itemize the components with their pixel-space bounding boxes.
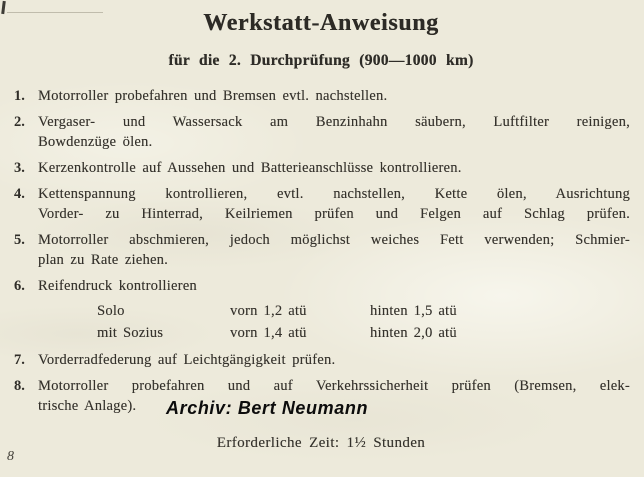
list-item-7 <box>12 350 630 370</box>
scan-artifact-line <box>7 12 103 13</box>
front-pressure: vorn 1,4 atü <box>230 325 307 341</box>
item-number: 5. <box>14 232 25 248</box>
item-text-line: Reifendruck kontrollieren <box>38 278 197 294</box>
item-number: 7. <box>14 352 25 368</box>
item-text-line: trische Anlage). <box>38 398 137 414</box>
page-title: Werkstatt-Anweisung <box>203 10 439 36</box>
item-number: 4. <box>14 186 25 202</box>
tire-config-label: mit Sozius <box>97 325 164 341</box>
page-number: 8 <box>7 449 14 464</box>
page-subtitle: für die 2. Durchprüfung (900—1000 km) <box>168 52 474 69</box>
item-text-line: Kettenspannung kontrollieren, evtl. nachstellen, Kette ölen, Ausrichtung <box>38 186 630 202</box>
item-text-line: Motorroller probefahren und Bremsen evtl. nachstellen. <box>38 88 388 104</box>
item-text-line: Motorroller probefahren und auf Verkehrssicherheit prüfen (Bremsen, elek- <box>38 378 630 394</box>
archive-watermark: Archiv: Bert Neumann <box>166 398 369 418</box>
item-text-line: Motorroller abschmieren, jedoch möglichst weiches Fett verwenden; Schmier- <box>38 232 630 248</box>
item-number: 2. <box>14 114 25 130</box>
item-text-line: Vorderradfederung auf Leichtgängigkeit prüfen. <box>38 352 336 368</box>
item-text-line: plan zu Rate ziehen. <box>38 252 169 268</box>
item-number: 3. <box>14 160 25 176</box>
tire-pressure-table <box>97 300 630 344</box>
item-text-line: Vergaser- und Wassersack am Benzinhahn säubern, Luftfilter reinigen, <box>38 114 630 130</box>
list-item-5 <box>12 230 630 270</box>
rear-pressure: hinten 2,0 atü <box>370 325 457 341</box>
item-text-line: Bowdenzüge ölen. <box>38 134 153 150</box>
rear-pressure: hinten 1,5 atü <box>370 303 457 319</box>
list-item-3 <box>12 158 630 178</box>
list-item-2 <box>12 112 630 152</box>
scan-corner-mark <box>1 1 6 14</box>
item-number: 1. <box>14 88 25 104</box>
item-number: 6. <box>14 278 25 294</box>
item-number: 8. <box>14 378 25 394</box>
front-pressure: vorn 1,2 atü <box>230 303 307 319</box>
list-item-6 <box>12 276 630 344</box>
tire-config-label: Solo <box>97 303 125 319</box>
list-item-1 <box>12 86 630 106</box>
item-text-line: Vorder- zu Hinterrad, Keilriemen prüfen und Felgen auf Schlag prüfen. <box>38 206 630 222</box>
item-text-line: Kerzenkontrolle auf Aussehen und Batterieanschlüsse kontrollieren. <box>38 160 462 176</box>
list-item-4 <box>12 184 630 224</box>
instruction-list <box>12 86 630 416</box>
required-time-footer: Erforderliche Zeit: 1½ Stunden <box>216 435 426 451</box>
